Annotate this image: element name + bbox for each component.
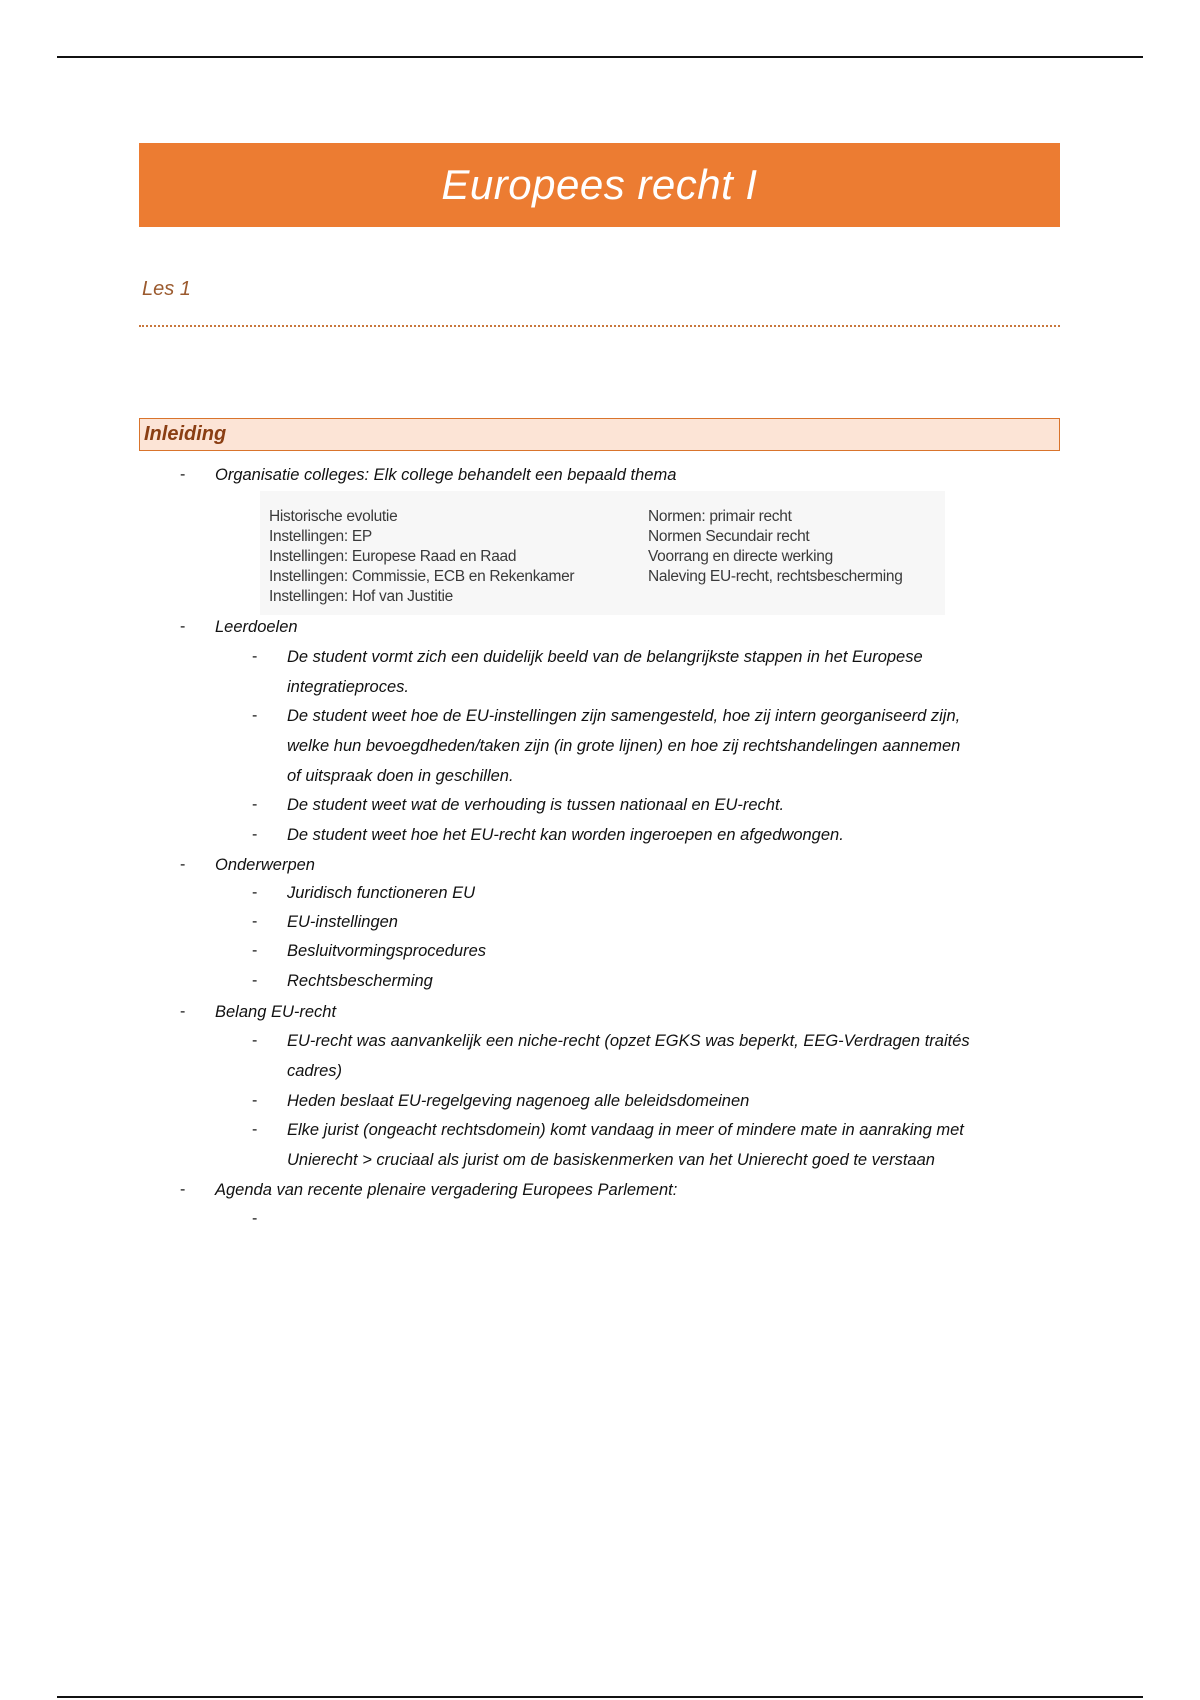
bullet-dash: - bbox=[180, 466, 186, 483]
bullet-dash: - bbox=[180, 1181, 186, 1198]
theme-item: Instellingen: EP bbox=[269, 528, 372, 545]
title-banner bbox=[139, 143, 1060, 227]
list-item: integratieproces. bbox=[287, 678, 409, 696]
list-item: De student weet hoe het EU-recht kan worden ingeroepen en afgedwongen. bbox=[287, 826, 844, 844]
list-item: De student weet wat de verhouding is tussen nationaal en EU-recht. bbox=[287, 796, 785, 814]
bullet-dash: - bbox=[252, 826, 258, 843]
section-heading: Inleiding bbox=[144, 423, 227, 445]
bullet-dash: - bbox=[180, 1003, 186, 1020]
bullet-dash: - bbox=[252, 707, 258, 724]
list-item: Juridisch functioneren EU bbox=[287, 884, 476, 902]
list-item: Elke jurist (ongeacht rechtsdomein) komt vandaag in meer of mindere mate in aanraking met bbox=[287, 1121, 964, 1139]
list-item: EU-instellingen bbox=[287, 913, 398, 931]
bullet-dash: - bbox=[252, 942, 258, 959]
list-item: EU-recht was aanvankelijk een niche-recht (opzet EGKS was beperkt, EEG-Verdragen traités bbox=[287, 1032, 970, 1050]
theme-item: Naleving EU-recht, rechtsbescherming bbox=[648, 568, 903, 585]
section-heading-bar bbox=[139, 418, 1060, 451]
document-title: Europees recht I bbox=[441, 161, 758, 208]
list-item-belang: Belang EU-recht bbox=[215, 1003, 337, 1021]
bullet-dash: - bbox=[252, 884, 258, 901]
dotted-divider bbox=[139, 325, 1060, 327]
bullet-dash: - bbox=[180, 856, 186, 873]
theme-item: Normen Secundair recht bbox=[648, 528, 810, 545]
bullet-dash: - bbox=[252, 1092, 258, 1109]
list-item: Heden beslaat EU-regelgeving nagenoeg alle beleidsdomeinen bbox=[287, 1092, 750, 1110]
bullet-dash: - bbox=[252, 796, 258, 813]
list-item: De student vormt zich een duidelijk beeld van de belangrijkste stappen in het Europese bbox=[287, 648, 923, 666]
list-item: of uitspraak doen in geschillen. bbox=[287, 767, 514, 785]
bullet-dash: - bbox=[252, 913, 258, 930]
bullet-dash: - bbox=[252, 648, 258, 665]
theme-item: Voorrang en directe werking bbox=[648, 548, 833, 565]
list-item-onderwerpen: Onderwerpen bbox=[215, 856, 315, 874]
bullet-dash: - bbox=[252, 1210, 258, 1227]
bullet-dash: - bbox=[252, 972, 258, 989]
theme-table bbox=[260, 491, 945, 615]
theme-item: Instellingen: Commissie, ECB en Rekenkamer bbox=[269, 568, 575, 585]
list-item: cadres) bbox=[287, 1062, 343, 1080]
list-item: Rechtsbescherming bbox=[287, 972, 433, 990]
lesson-heading: Les 1 bbox=[142, 278, 191, 300]
bullet-dash: - bbox=[180, 618, 186, 635]
bullet-dash: - bbox=[252, 1032, 258, 1049]
list-item-agenda: Agenda van recente plenaire vergadering Europees Parlement: bbox=[215, 1181, 678, 1199]
list-item-organisatie: Organisatie colleges: Elk college behandelt een bepaald thema bbox=[215, 466, 677, 484]
header-rule bbox=[57, 56, 1143, 58]
theme-item: Normen: primair recht bbox=[648, 508, 792, 525]
list-item: De student weet hoe de EU-instellingen zijn samengesteld, hoe zij intern georganiseerd zijn, bbox=[287, 707, 961, 725]
footer-rule bbox=[57, 1696, 1143, 1698]
theme-item: Instellingen: Europese Raad en Raad bbox=[269, 548, 517, 565]
theme-item: Instellingen: Hof van Justitie bbox=[269, 588, 453, 605]
bullet-dash: - bbox=[252, 1121, 258, 1138]
list-item: welke hun bevoegdheden/taken zijn (in grote lijnen) en hoe zij rechtshandelingen aannemen bbox=[287, 737, 961, 755]
list-item: Besluitvormingsprocedures bbox=[287, 942, 487, 960]
theme-item: Historische evolutie bbox=[269, 508, 398, 525]
list-item-leerdoelen: Leerdoelen bbox=[215, 618, 298, 636]
list-item: Unierecht > cruciaal als jurist om de basiskenmerken van het Unierecht goed te verstaan bbox=[287, 1151, 935, 1169]
